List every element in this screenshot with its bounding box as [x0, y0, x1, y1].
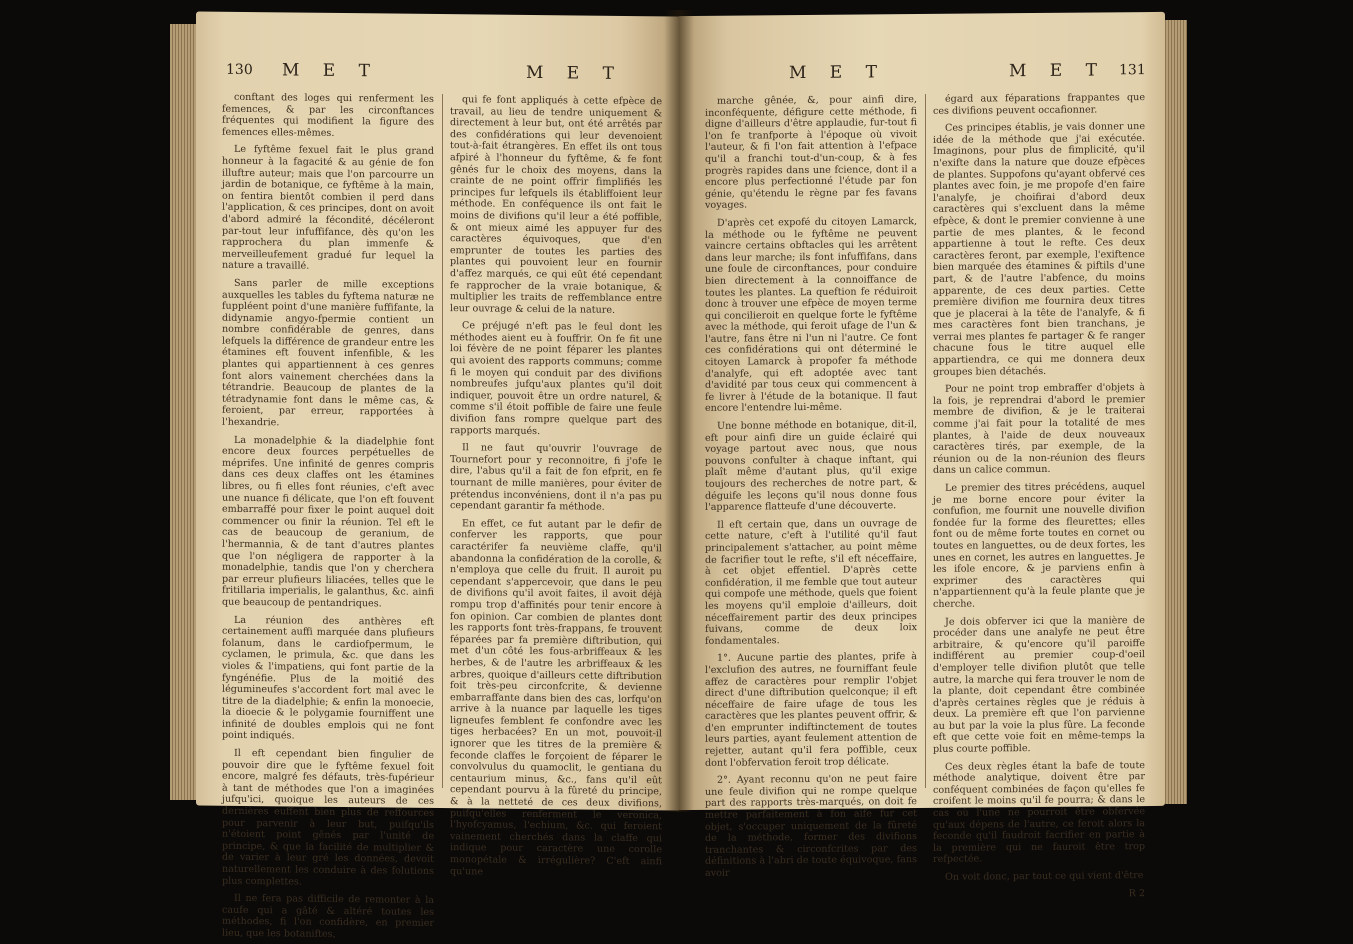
running-head-left-col1: M E T — [282, 60, 379, 82]
page-edges-left — [170, 24, 196, 800]
paragraph: D'après cet expofé du citoyen Lamarck, la méthode ou le fyftême ne peuvent vaincre certains obftacles qui les arrêtent dans leur marche; ils font infuffifans, dans une foule de circonftances, pour conduire bien directement à la connoiffance de toutes les plantes. La queftion fe réduiroit donc à trouver une efpèce de moyen terme qui concilieroit en quelque forte le fyftême avec la méthode, qui feroit ufage de l'un & l'autre, fans être ni l'un ni l'autre. Ce font ces confidérations qui ont déterminé le citoyen Lamarck à propofer fa méthode d'analyfe, qui eft adoptée avec tant d'avidité par tous ceux qui commencent à fe livrer à l'étude de la botanique. Il faut encore l'entendre lui-même. — [705, 215, 917, 415]
paragraph: conftant des loges qui renferment les femences, & par les circonftances fréquentes qui modifient la figure des femences elles-mêmes. — [222, 91, 434, 139]
paragraph: Pour ne point trop embraffer d'objets à la fois, je reprendrai d'abord le premier membre de divifion, & je le traiterai comme j'ai fait pour la totalité de mes plantes, à l'aide de deux nouveaux caractères tirés, par exemple, de la réunion ou de la non-réunion des fleurs dans un calice commun. — [933, 382, 1145, 477]
right-page-column-1 — [705, 94, 917, 879]
paragraph: Il eft certain que, dans un ouvrage de cette nature, c'eft à l'utilité qu'il faut principalement s'attacher, au point même de facrifier tout le refte, s'il eft néceffaire, à cet objet effentiel. D'après cette confidération, il me femble que tout auteur qui compofe une méthode, quels que foient les moyens qu'il emploie d'ailleurs, doit néceffairement partir des deux principes fuivans, comme de deux loix fondamentales. — [705, 517, 917, 647]
running-head-right-col1: M E T — [789, 62, 886, 84]
paragraph: On voit donc, par tout ce qui vient d'être — [945, 870, 1144, 883]
paragraph: Le premier des titres précédens, auquel je me borne encore pour éviter la confufion, me fournit une nouvelle divifion fondée fur la forme des fleurettes; elles font ou de même forte toutes en cornet ou toutes en languettes, ou de deux fortes, les unes en cornet, les autres en languettes. Je les ifole encore, & je parviens enfin à exprimer des caractères qui n'appartiennent qu'à la feule plante que je cherche. — [933, 481, 1145, 610]
page-number-left: 130 — [226, 61, 253, 79]
paragraph: En effet, ce fut autant par le defir de conferver les rapports, que pour caractérifer fa neuvième claffe, qu'il abandonna la confidération de la corolle, & n'employa que celle du fruit. Il auroit pu cependant s'appercevoir, que dans le peu de divifions qu'il avoit faites, il avoit déjà rompu trop d'affinités pour tenir encore à fon opinion. Car combien de plantes dont les rapports font très-frappans, fe trouvent féparées par fa première diftribution, qui met d'un côté les fous-arbriffeaux & les herbes, & de l'autre les arbriffeaux & les arbres, quoique d'ailleurs cette diftribution foit très-peu circonfcrite, & devienne embarraffante dans bien des cas, lorfqu'on arrive à la nuance par laquelle les tiges ligneufes femblent fe confondre avec les tiges herbacées? En un mot, pouvoit-il ignorer que les titres de la première & feconde claffes le forçoient de féparer le convolvulus du quamoclit, le gentiana du centaurium minus, &c., fans qu'il eût cependant pourvu à la fûreté du principe, & à la netteté de ces deux divifions, puifqu'elles renferment le veronica, l'hyofcyamus, l'echium, &c. qui feroient vainement cherchés dans la claffe qui indique pour caractère une corolle monopétale & irrégulière? C'eft ainfi qu'une — [450, 518, 662, 878]
paragraph: Ces deux règles étant la bafe de toute méthode analytique, doivent être par conféquent combinées de façon qu'elles fe croifent le moins qu'il fe pourra; & dans le cas où l'une ne pourroit être obfervée qu'aux dépens de l'autre, ce feroit alors la feconde qu'il faudroit facrifier en partie à la première qui ne fauroit être trop refpectée. — [933, 759, 1145, 866]
paragraph: qui fe font appliqués à cette efpèce de travail, au lieu de tendre uniquement & directement à leur but, ont été arrêtés par des confidérations qui leur devenoient tout-à-fait étrangères. En effet ils ont tous afpiré à l'honneur du fyftême, & fe font gênés fur le choix des moyens, dans la crainte de ne point offrir fimplifiés les principes fur lefquels ils établiffoient leur méthode. En conféquence ils ont fait le moins de divifions qu'il leur a été poffible, & ont mieux aimé les appuyer fur des caractères équivoques, que d'en emprunter de toutes les parties des plantes qui pouvoient leur en fournir d'affez marqués, ce qui eût été cependant fe rapprocher de la vraie botanique, & multiplier les traits de reffemblance entre leur ouvrage & celui de la nature. — [450, 94, 662, 316]
running-head-left-col2: M E T — [526, 62, 623, 84]
paragraph: La monadelphie & la diadelphie font encore deux fources perpétuelles de méprifes. Une infinité de genres compris dans ces deux claffes ont les étamines libres, ou fi elles font réunies, c'eft avec une nuance fi délicate, que l'on eft fouvent embarraffé pour fixer le point auquel doit commencer ou finir la réunion. Tel eft le cas de beaucoup de geranium, de l'hermannia, & de tant d'autres plantes que l'on négligera de rapporter à la monadelphie, tandis que l'on y cherchera par erreur plufieurs liliacées, telles que le fritillaria imperialis, le galanthus, &c. ainfi que beaucoup de pentandriques. — [222, 434, 434, 610]
paragraph: Le fyftême fexuel fait le plus grand honneur à la fagacité & au génie de fon illuftre auteur; mais que l'on parcourre un jardin de botanique, ce fyftême à la main, on fentira bientôt combien il perd dans l'application, & ces principes, dont on avoit d'abord admiré la fécondité, décéleront par-tout leur infuffifance, dès qu'on les rapprochera du plan immenfe & merveilleufement gradué fur lequel la nature a travaillé. — [222, 144, 434, 272]
page-number-right: 131 — [1119, 62, 1146, 79]
paragraph: 2°. Ayant reconnu qu'on ne peut faire une feule divifion qui ne rompe quelque part des rapports très-marqués, on doit fe mettre parfaitement à fon aife fur cet objet, s'occuper uniquement de la fûreté de la méthode, former des divifions tranchantes & circonfcrites par des définitions à l'abri de toute équivoque, fans avoir — [705, 773, 917, 879]
paragraph: Il eft cependant bien fingulier de pouvoir dire que le fyftême fexuel foit encore, malgré fes défauts, très-fupérieur à tant de méthodes que l'on a imaginées jufqu'ici, quoique les auteurs de ces dernières euffent bien plus de reffources pour parvenir à leur but, puifqu'ils n'étoient point gênés par l'unité de principe, & que la facilité de multiplier & de varier à leur gré les données, devoit naturellement les conduire à des folutions plus complettes. — [222, 747, 434, 888]
paragraph: 1°. Aucune partie des plantes, prife à l'exclufion des autres, ne fourniffant feule affez de caractères pour remplir l'objet direct d'une diftribution quelconque; il eft néceffaire de faire ufage de tous les caractères que les plantes peuvent offrir, & d'en emprunter indiftinctement de toutes leurs parties, ayant feulement attention de rejetter, autant qu'il fera poffible, ceux dont l'obfervation feroit trop délicate. — [705, 651, 917, 769]
paragraph: égard aux féparations frappantes que ces divifions peuvent occafionner. — [933, 92, 1145, 117]
right-page-header — [679, 60, 1165, 90]
right-page-column-2 — [933, 92, 1145, 899]
paragraph: Ce préjugé n'eft pas le feul dont les méthodes aient eu à fouffrir. On fe fit une loi févère de ne point féparer les plantes qui avoient des rapports communs; comme fi le moyen qui conduit par des divifions nombreufes jufqu'aux plantes qu'il doit indiquer, pouvoit être un ordre naturel, & comme s'il étoit poffible de faire une feule divifion fans rompre quelque part des rapports marqués. — [450, 320, 662, 437]
paragraph: Il ne fera pas difficile de remonter à la caufe qui a gâté & altéré toutes les méthodes, fi l'on confidère, en premier lieu, que les botaniftes, — [222, 893, 434, 940]
column-rule — [442, 94, 443, 788]
paragraph: La réunion des anthères eft certainement auffi marquée dans plufieurs folanum, dans le cardiofpermum, le cyclamen, le primula, &c. que dans les violes & l'impatiens, qui font partie de la fyngénéfie. Plus de la moitié des légumineufes s'accordent fort mal avec le titre de la diadelphie; & enfin la monoecie, la dioecie & le polygamie fourniffent une infinité de doubles emplois qui ne font point indiqués. — [222, 614, 434, 742]
left-page-column-1 — [222, 91, 434, 940]
page-edges-right — [1165, 20, 1187, 804]
paragraph: Une bonne méthode en botanique, dit-il, eft pour ainfi dire un guide éclairé qui voyage partout avec nous, que nous pouvons confulter à chaque inftant, qui plaît même d'autant plus, qu'il exige toujours des recherches de notre part, & déguife les leçons qu'il nous donne fous l'apparence flatteufe d'une découverte. — [705, 419, 917, 514]
left-page-header — [196, 59, 679, 90]
book-gutter — [664, 10, 694, 812]
left-page-column-2 — [450, 94, 662, 878]
paragraph: Sans parler de mille exceptions auxquelles les tables du fyftema naturæ ne fuppléent point d'une manière fuffifante, la didynamie angyo-fpermie contient un nombre confidérable de genres, dans lefquels la différence de grandeur entre les étamines eft fouvent infenfible, & les plantes qui appartiennent à ces genres font alors vainement cherchées dans la tétrandrie. Beaucoup de plantes de la tétradynamie font dans le même cas, & feroient, par erreur, rapportées à l'hexandrie. — [222, 277, 434, 429]
signature-mark: R 2 — [1128, 887, 1145, 899]
paragraph: Il ne faut qu'ouvrir l'ouvrage de Tournefort pour y reconnoitre, fi j'ofe le dire, l'abus qu'il a fait de fon efprit, en fe tournant de mille manières, pour éviter de prétendus inconvéniens, dont il n'a pas pu cependant garantir fa méthode. — [450, 442, 662, 513]
paragraph: Ces principes établis, je vais donner une idée de la méthode que j'ai exécutée. Imaginons, pour plus de fimplicité, qu'il n'exifte dans la nature que douze efpèces de plantes. Suppofons qu'ayant obfervé ces plantes avec foin, je me propofe d'en faire l'analyfe, je choifirai d'abord deux caractères qui s'excluent dans la même efpèce, & dont le premier convienne à une partie de mes plantes, & le fecond appartienne à tout le refte. Ces deux caractères feront, par exemple, l'exiftence bien marquée des étamines & piftils d'une part, & de l'autre l'abfence, du moins apparente, de ces deux parties. Cette première divifion me fournira deux titres que je placerai à la tête de l'analyfe, & fi mes caractères font bien tranchans, je verrai mes plantes fe partager & fe ranger chacune fous le titre auquel elle appartiendra, ce qui me donnera deux groupes bien détachés. — [933, 121, 1145, 378]
running-head-right-col2: M E T — [1009, 60, 1106, 82]
paragraph: Je dois obferver ici que la manière de procéder dans une analyfe ne peut être arbitraire, & qu'encore qu'il paroiffe indifférent au premier coup-d'oeil d'employer telle divifion plutôt que telle autre, la marche qui fera trouver le nom de la plante, doit cependant être combinée d'après certaines règles que je réduis à deux. La première eft que l'on parvienne au but par la voie la plus fûre. La feconde eft que cette voie foit en même-temps la plus courte poffible. — [933, 614, 1145, 755]
right-page — [679, 12, 1165, 899]
left-page — [196, 11, 679, 940]
paragraph: marche gênée, &, pour ainfi dire, inconféquente, défigure cette méthode, fi digne d'ailleurs d'être applaudie, fur-tout fi l'on fe tranfporte à l'époque où vivoit l'auteur, & fi l'on fait attention à l'efpace qu'il a franchi tout-d'un-coup, & à fes progrès rapides dans une fcience, dont il a encore plus perfectionné l'étude par fon génie, qu'étendu le règne par fes favans voyages. — [705, 94, 917, 212]
column-rule — [925, 94, 926, 788]
